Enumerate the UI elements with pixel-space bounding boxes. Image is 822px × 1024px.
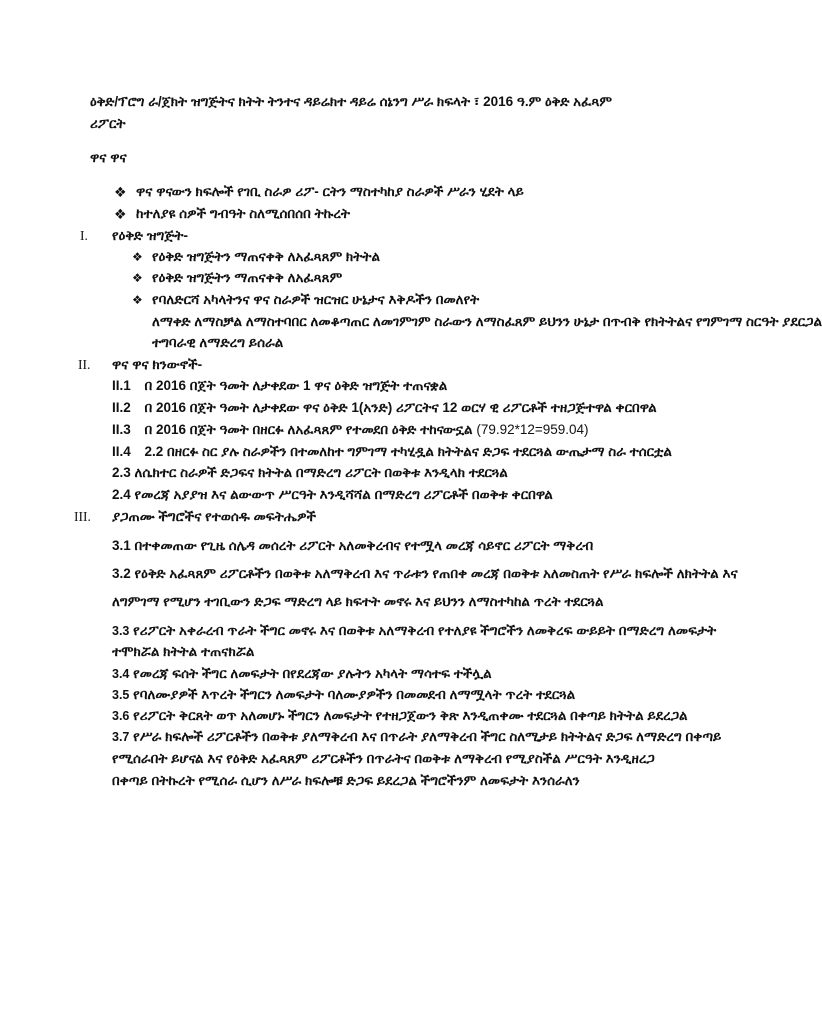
bullet-text: የባለድርሻ አካላትንና ዋና ስራዎች ዝርዝር ሁኔታና እቅዶችን በመለየት [152, 292, 480, 307]
item-text: የባለሙያዎች እጥረት ችግርን ለመፍታት ባለሙያዎችን በመመደብ ለማሟላት ጥረት ተደርጓል [133, 687, 576, 702]
bullet-text: የዕቅድ ዝግጅትን ማጠናቀቅ ለአፈጻጸም ክትትል [152, 249, 381, 264]
item-number: II.4 [112, 444, 131, 459]
item-text: በ 2016 በጀት ዓመት ለታቀደው ዋና ዕቅድ 1(አንድ) ሪፖርትና 12 ወርሃ ዊ ሪፖርቶች ተዘጋጅተዋል ቀርበዋል [144, 400, 657, 415]
section-title: ዋና ዋና ክንውኖች- [112, 357, 203, 372]
section-numeral: II. [78, 357, 91, 372]
list-item [112, 706, 688, 726]
diamond-bullet-icon: ❖ [114, 184, 127, 200]
list-item-continued: ለግምገማ የሚሆን ተገቢውን ድጋፍ ማድረግ ላይ ክፍተት መኖሩ እና ይህንን ለማስተካከል ጥረት ተደርጓል [112, 594, 604, 609]
list-item [112, 727, 722, 747]
item-number: II.1 [112, 378, 131, 393]
list-item-continued: በቀጣይ በትኩረት የሚሰራ ሲሆን ለሥራ ክፍሎቹ ድጋፍ ይደረጋል ችግሮችንም ለመፍታት እንሰራለን [112, 773, 580, 788]
list-item [112, 376, 447, 396]
item-formula: (79.92*12=959.04) [476, 422, 589, 437]
list-item [112, 664, 492, 684]
list-item [112, 398, 657, 418]
section-title: ያጋጠሙ ችግሮችና የተወሰዱ መፍትሔዎች [112, 509, 317, 524]
bullet-text: የዕቅድ ዝግጅትን ማጠናቀቅ ለአፈጻጸም [152, 270, 343, 285]
diamond-bullet-icon: ❖ [132, 293, 143, 307]
item-text: የሥራ ክፍሎች ሪፖርቶችን በወቅቱ ያለማቅረብ እና በጥራት ያለማቅረብ ችግር ስለሚታይ ክትትልና ድጋፍ ለማድረግ በቀጣይ [133, 729, 722, 744]
item-text: የሪፖርት ቅርጸት ወጥ አለመሆኑ ችግርን ለመፍታት የተዘጋጀውን ቅጽ እንዲጠቀሙ ተደርጓል በቀጣይ ክትትል ይደረጋል [133, 708, 688, 723]
list-item [112, 536, 593, 556]
header-line-2: ሪፖርት [90, 116, 126, 131]
item-number: 3.5 [112, 688, 130, 702]
section-numeral: III. [74, 509, 91, 524]
item-number: 3.1 [112, 538, 131, 553]
item-number: II.2 [112, 400, 131, 415]
list-item: 2.3 ለሴክተር ስራዎች ድጋፍና ክትትል በማድረግ ሪፖርት በወቅቱ እንዲላክ ተደርጓል [112, 465, 508, 480]
bullet-text: ከተለያዩ ሰዎች ግብዓት ስለሚሰበሰበ ትኩረት [136, 206, 351, 221]
item-number: 3.6 [112, 709, 130, 723]
header-line-1: ዕቅድ/ፕሮግ ራ/ጀክት ዝግጅትና ክትት ትንተና ዳይሬክተ ዳይሬ ሰኔንግ ሥራ ክፍላት ፣ 2016 ዓ.ም ዕቅድ አፈጻም [90, 94, 612, 109]
item-number: 3.2 [112, 566, 131, 581]
item-text: በ 2016 በጀት ዓመት ለታቀደው 1 ዋና ዕቅድ ዝግጅት ተጠናቋል [144, 378, 448, 393]
bullet-text-continued: ተግባራዊ ለማድረግ ይሰራል [152, 335, 284, 350]
list-item [112, 685, 575, 705]
section-numeral: I. [80, 228, 88, 243]
header-line-3: ዋና ዋና [90, 150, 127, 165]
bullet-text-continued: ለማቀድ ለማስቻል ለማስተባበር ለመቆጣጠር ለመገምገም ስራውን ለማስፈጸም ይህንን ሁኔታ በጥብቅ የክትትልና የግምገማ ስርዓት ያደርጋል [152, 314, 822, 329]
item-text: በ 2016 በጀት ዓመት በዘርፉ ለአፈጻጸም የተመደበ ዕቅድ ተከናውኗል [144, 422, 473, 437]
list-item [112, 442, 672, 462]
bullet-text: ዋና ዋናውን ክፍሎች የገቢ ስራዎ ሪፖ- ርትን ማስተካከያ ስራዎች ሥራን ሂደት ላይ [136, 184, 524, 199]
list-item-continued: ተሞክሯል ክትትል ተጠናክሯል [112, 644, 255, 659]
diamond-bullet-icon: ❖ [114, 206, 127, 222]
item-number: 3.7 [112, 730, 130, 744]
list-item [112, 420, 589, 440]
item-text: የመረጃ ፍሰት ችግር ለመፍታት በየደረጃው ያሉትን አካላት ማሳተፍ ተችሏል [133, 666, 492, 681]
list-item [112, 621, 717, 641]
item-text: የዕቅድ አፈጻጸም ሪፖርቶችን በወቅቱ አለማቅረብ እና ጥራቱን የጠበቀ መረጃ በወቅቱ አለመስጠት የሥራ ክፍሎች ለክትትል እና [134, 566, 738, 581]
item-text: የሪፖርት አቀራረብ ጥራት ችግር መኖሩ እና በወቅቱ አለማቅረብ የተለያዩ ችግሮችን ለመቅረፍ ውይይት በማድረግ ለመፍታት [133, 623, 717, 638]
item-text: 2.2 በዘርፉ ስር ያሉ ስራዎችን በተመለከተ ግምገማ ተካሂዷል ክትትልና ድጋፍ ተደርጓል ውጤታማ ስራ ተሰርቷል [144, 444, 672, 459]
list-item-continued: የሚሰራበት ይሆናል እና የዕቅድ አፈጻጸም ሪፖርቶችን በጥራትና በወቅቱ ለማቅረብ የሚያስችል ሥርዓት እንዲዘረጋ [112, 751, 655, 766]
diamond-bullet-icon: ❖ [132, 271, 143, 285]
list-item: 2.4 የመረጃ አያያዝ እና ልውውጥ ሥርዓት እንዲሻሻል በማድረግ ሪፖርቶች በወቅቱ ቀርበዋል [112, 487, 553, 502]
item-text: በተቀመጠው የጊዜ ሰሌዳ መሰረት ሪፖርት አለመቅረብና የተሟላ መረጃ ሳይኖር ሪፖርት ማቅረብ [134, 538, 594, 553]
item-number: II.3 [112, 422, 131, 437]
diamond-bullet-icon: ❖ [132, 250, 143, 264]
item-number: 3.4 [112, 667, 130, 681]
item-number: 3.3 [112, 624, 130, 638]
list-item [112, 564, 738, 584]
section-title: የዕቅድ ዝግጅት- [112, 228, 189, 243]
